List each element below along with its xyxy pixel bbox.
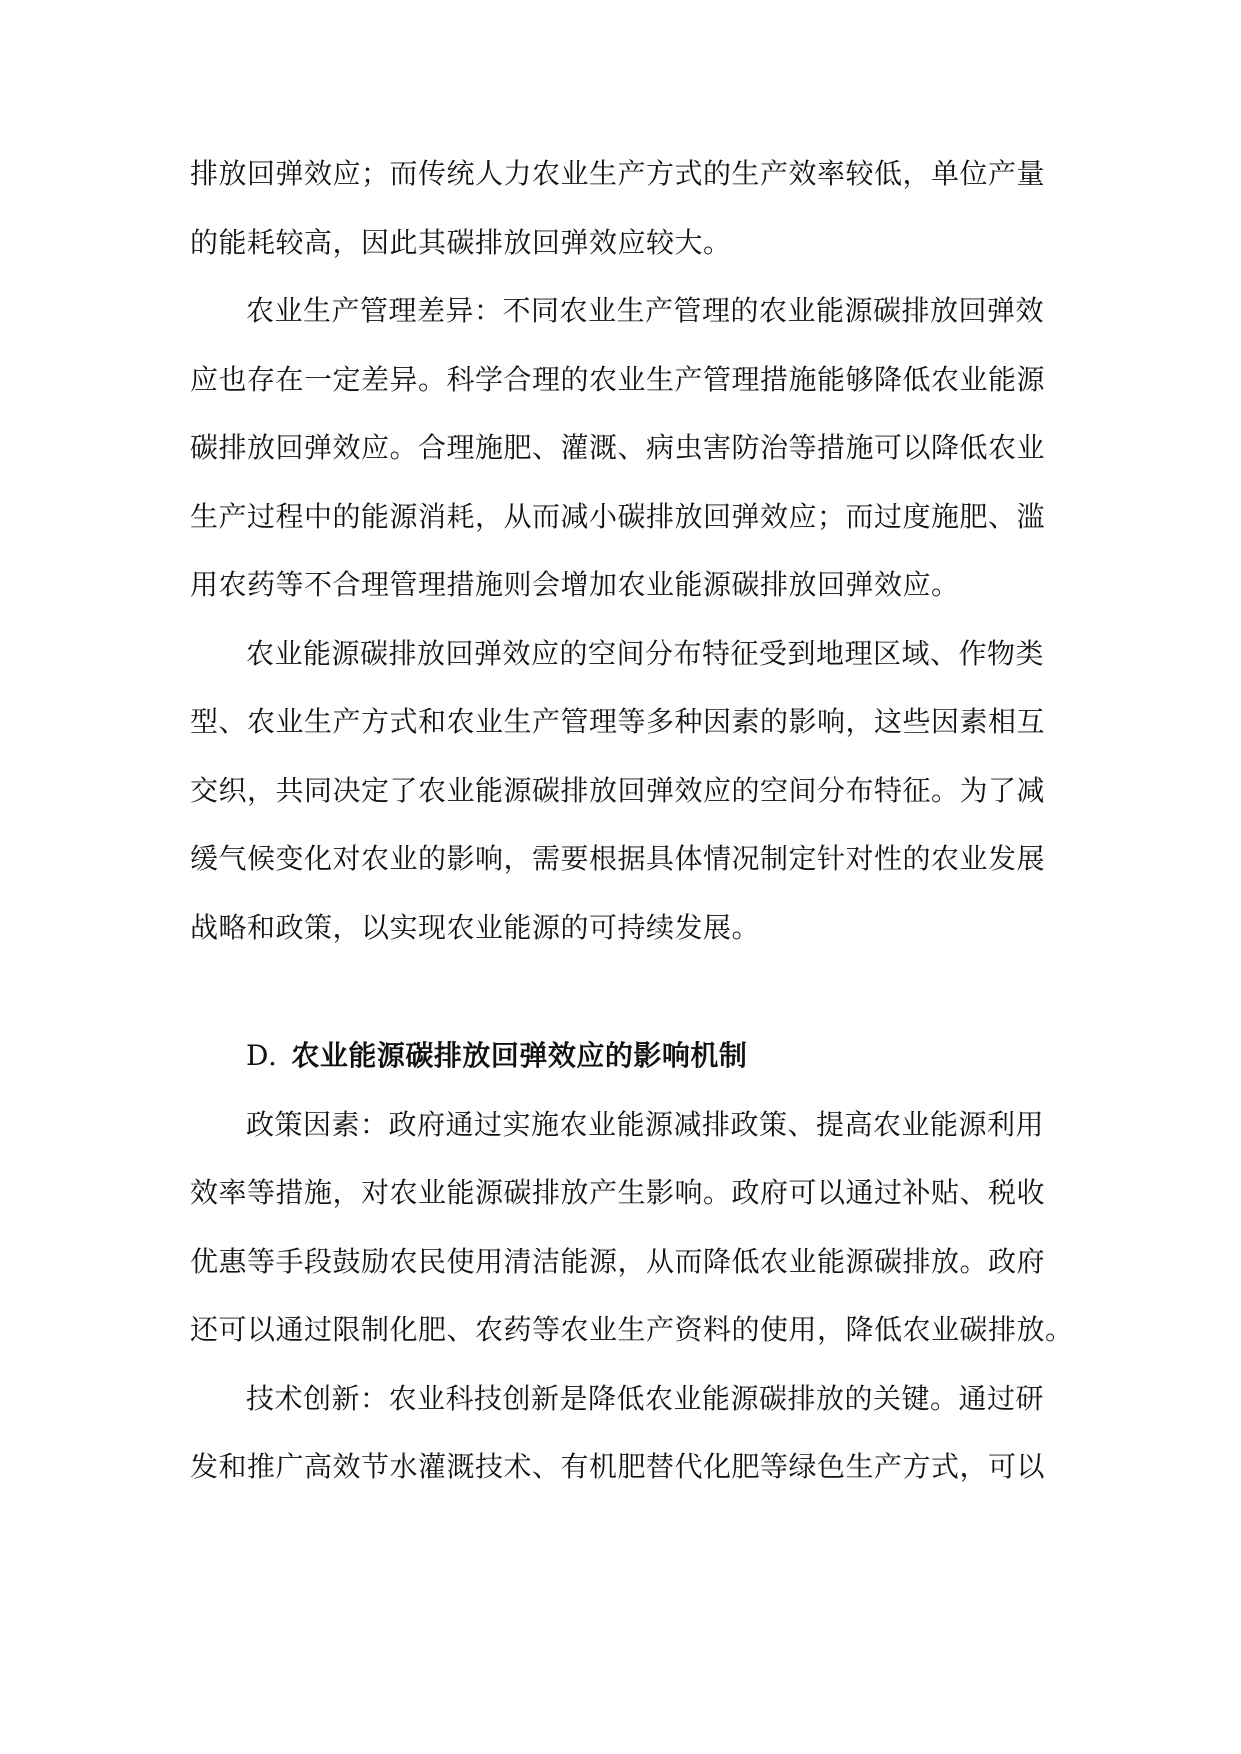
text-line: 效率等措施，对农业能源碳排放产生影响。政府可以通过补贴、税收: [190, 1176, 1046, 1209]
text-line: 战略和政策，以实现农业能源的可持续发展。: [190, 910, 761, 944]
paragraph: [190, 1091, 1074, 1365]
text-line: 优惠等手段鼓励农民使用清洁能源，从而降低农业能源碳排放。政府: [190, 1244, 1046, 1278]
paragraph: [190, 1365, 1060, 1502]
text-line: 农业能源碳排放回弹效应的空间分布特征受到地理区域、作物类: [246, 636, 1045, 670]
text-line: 排放回弹效应；而传统人力农业生产方式的生产效率较低，单位产量: [190, 157, 1046, 190]
paragraph: [190, 140, 1060, 277]
text-line: 碳排放回弹效应。合理施肥、灌溉、病虫害防治等措施可以降低农业: [190, 431, 1046, 464]
text-line: 生产过程中的能源消耗，从而减小碳排放回弹效应；而过度施肥、滥: [190, 499, 1046, 533]
section-heading-title: 农业能源碳排放回弹效应的影响机制: [291, 1039, 748, 1072]
text-line: 还可以通过限制化肥、农药等农业生产资料的使用，降低农业碳排放。: [190, 1313, 1074, 1346]
section-heading: [190, 1022, 1060, 1091]
text-line: 技术创新：农业科技创新是降低农业能源碳排放的关键。通过研: [246, 1381, 1045, 1415]
text-line: 发和推广高效节水灌溉技术、有机肥替代化肥等绿色生产方式，可以: [190, 1450, 1046, 1483]
section-spacer: [190, 962, 1060, 1022]
paragraph: [190, 277, 1060, 620]
text-line: 政策因素：政府通过实施农业能源减排政策、提高农业能源利用: [246, 1107, 1045, 1141]
text-line: 应也存在一定差异。科学合理的农业生产管理措施能够降低农业能源: [190, 362, 1046, 396]
section-heading-label: D.: [246, 1039, 278, 1072]
text-line: 的能耗较高，因此其碳排放回弹效应较大。: [190, 225, 732, 259]
text-line: 农业生产管理差异：不同农业生产管理的农业能源碳排放回弹效: [246, 294, 1045, 327]
text-line: 型、农业生产方式和农业生产管理等多种因素的影响，这些因素相互: [190, 705, 1046, 738]
document-body: [190, 140, 1074, 1502]
text-line: 用农药等不合理管理措施则会增加农业能源碳排放回弹效应。: [190, 568, 960, 601]
paragraph: [190, 620, 1060, 963]
text-line: 交织，共同决定了农业能源碳排放回弹效应的空间分布特征。为了减: [190, 773, 1046, 807]
text-line: 缓气候变化对农业的影响，需要根据具体情况制定针对性的农业发展: [190, 842, 1046, 875]
